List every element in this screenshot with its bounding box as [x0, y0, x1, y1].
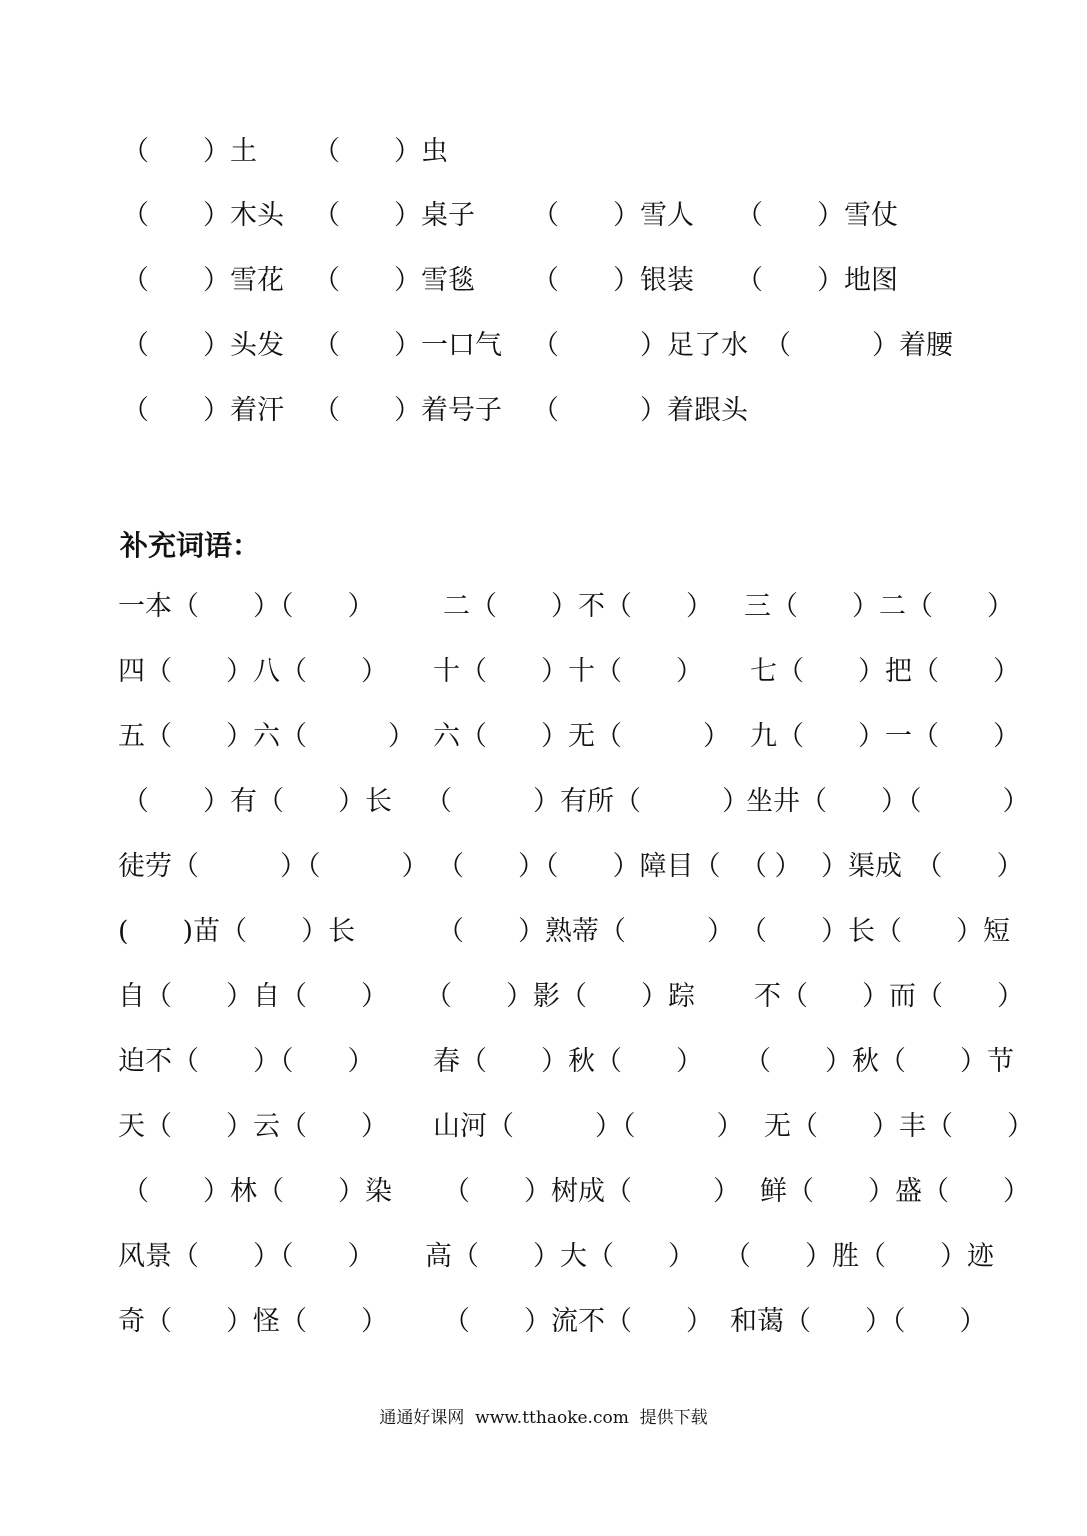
- fill-in-item: （ ）桌子: [313, 200, 475, 231]
- fill-in-item: （ ）头发: [122, 330, 284, 361]
- exercise-row: [0, 132, 1087, 172]
- idiom-row: [0, 1237, 1087, 1277]
- idiom-blank: 五（ ）六（ ）: [118, 721, 415, 752]
- idiom-blank: 一本（ ）（ ）: [118, 591, 375, 622]
- idiom-blank: 七（ ）把（ ）: [750, 656, 1020, 687]
- idiom-row: [0, 847, 1087, 887]
- idiom-row: [0, 717, 1087, 757]
- idiom-row: [0, 912, 1087, 952]
- idiom-blank: 二（ ）不（ ）: [443, 591, 713, 622]
- fill-in-item: （ ）木头: [122, 200, 284, 231]
- idiom-row: [0, 652, 1087, 692]
- idiom-blank: （ ）树成（ ）: [443, 1176, 740, 1207]
- idiom-blank: 坐井（ ）（ ）: [746, 786, 1030, 817]
- idiom-blank: 春（ ）秋（ ）: [433, 1046, 703, 1077]
- idiom-row: [0, 587, 1087, 627]
- idiom-blank: 三（ ）二（ ）: [744, 591, 1014, 622]
- idiom-blank: 六（ ）无（ ）: [433, 721, 730, 752]
- idiom-blank: （ ）胜（ ）迹: [724, 1241, 994, 1272]
- exercise-row: [0, 391, 1087, 431]
- idiom-blank: 十（ ）十（ ）: [433, 656, 703, 687]
- idiom-blank: 不（ ）而（ ）: [754, 981, 1024, 1012]
- idiom-blank: （ ）渠成 （ ）: [740, 851, 1024, 882]
- idiom-blank: （ ）有所（ ）: [425, 786, 749, 817]
- idiom-blank: （ ）（ ）障目（ ）: [437, 851, 802, 882]
- idiom-blank: 九（ ）一（ ）: [750, 721, 1020, 752]
- idiom-blank: 四（ ）八（ ）: [118, 656, 388, 687]
- idiom-blank: （ ）影（ ）踪: [425, 981, 695, 1012]
- idiom-row: [0, 1107, 1087, 1147]
- idiom-blank: （ ）有（ ）长: [122, 786, 392, 817]
- idiom-blank: （ ）林（ ）染: [122, 1176, 392, 1207]
- exercise-row: [0, 326, 1087, 366]
- idiom-blank: 迫不（ ）（ ）: [118, 1046, 375, 1077]
- idiom-blank: （ ）流不（ ）: [443, 1306, 713, 1337]
- idiom-row: [0, 782, 1087, 822]
- fill-in-item: （ ）雪人: [532, 200, 694, 231]
- fill-in-item: （ ）着腰: [764, 330, 953, 361]
- exercise-row: [0, 261, 1087, 301]
- footer-source: 通通好课网 www.tthaoke.com 提供下载: [379, 1408, 708, 1428]
- idiom-row: [0, 1042, 1087, 1082]
- idiom-blank: 自（ ）自（ ）: [118, 981, 388, 1012]
- idiom-blank: 无（ ）丰（ ）: [764, 1111, 1034, 1142]
- idiom-blank: 天（ ）云（ ）: [118, 1111, 388, 1142]
- idiom-blank: （ ）长（ ）短: [740, 916, 1010, 947]
- fill-in-item: （ ）虫: [313, 136, 448, 167]
- fill-in-item: （ ）着跟头: [532, 395, 748, 426]
- fill-in-item: （ ）雪仗: [736, 200, 898, 231]
- idiom-row: [0, 977, 1087, 1017]
- fill-in-item: （ ）一口气: [313, 330, 502, 361]
- idiom-blank: 风景（ ）（ ）: [118, 1241, 375, 1272]
- idiom-blank: 鲜（ ）盛（ ）: [760, 1176, 1030, 1207]
- idiom-row: [0, 1302, 1087, 1342]
- exercise-row: [0, 196, 1087, 236]
- idiom-blank: 徒劳（ ）（ ）: [118, 851, 429, 882]
- fill-in-item: （ ）土: [122, 136, 257, 167]
- fill-in-item: （ ）雪花: [122, 265, 284, 296]
- idiom-blank: ( )苗（ ）长: [118, 916, 356, 947]
- fill-in-item: （ ）足了水: [532, 330, 748, 361]
- idiom-blank: 奇（ ）怪（ ）: [118, 1306, 388, 1337]
- idiom-blank: （ ）秋（ ）节: [744, 1046, 1014, 1077]
- fill-in-item: （ ）着号子: [313, 395, 502, 426]
- fill-in-item: （ ）银装: [532, 265, 694, 296]
- fill-in-item: （ ）着汗: [122, 395, 284, 426]
- idiom-blank: 和蔼（ ）（ ）: [730, 1306, 987, 1337]
- idiom-blank: 山河（ ）（ ）: [433, 1111, 744, 1142]
- idiom-blank: 高（ ）大（ ）: [425, 1241, 695, 1272]
- fill-in-item: （ ）地图: [736, 265, 898, 296]
- idiom-blank: （ ）熟蒂（ ）: [437, 916, 734, 947]
- fill-in-item: （ ）雪毯: [313, 265, 475, 296]
- section-heading: 补充词语：: [120, 529, 261, 562]
- idiom-row: [0, 1172, 1087, 1212]
